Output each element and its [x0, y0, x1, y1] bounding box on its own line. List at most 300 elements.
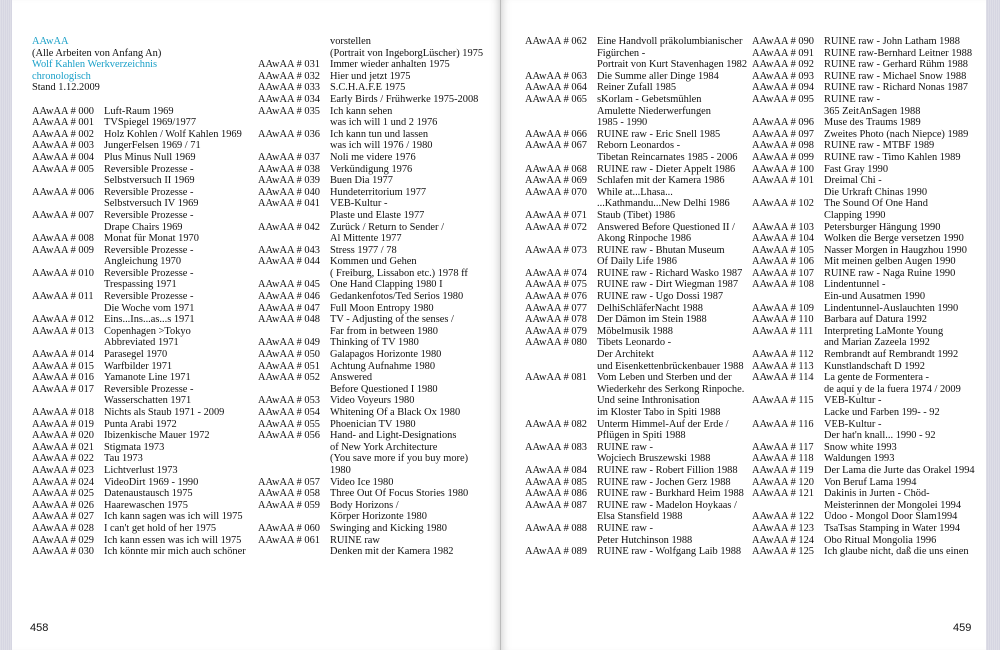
catalog-title: Wiederkehr des Serkong Rinpoche.: [597, 383, 745, 395]
catalog-title: Reversible Prozesse -: [104, 267, 194, 279]
catalog-title: TV - Adjusting of the senses /: [330, 314, 454, 326]
catalog-code: AAwAA # 066: [525, 128, 587, 140]
catalog-code: AAwAA # 106: [752, 256, 814, 268]
catalog-title: Denken mit der Kamera 1982: [330, 546, 454, 558]
catalog-title: Wasserschatten 1971: [104, 395, 192, 407]
catalog-entry: [525, 488, 761, 500]
catalog-code: AAwAA # 007: [32, 209, 94, 221]
catalog-title: RUINE raw - John Latham 1988: [824, 36, 960, 47]
catalog-code: AAwAA # 048: [258, 314, 320, 326]
catalog-entry: [32, 453, 268, 465]
catalog-title: Dakinis in Jurten - Chöd-: [824, 488, 930, 500]
catalog-entry-continuation: [525, 198, 761, 210]
catalog-code: AAwAA # 061: [258, 534, 320, 546]
catalog-entry: [258, 372, 494, 384]
catalog-entry-continuation: [32, 395, 268, 407]
catalog-code: AAwAA # 102: [752, 198, 814, 210]
catalog-title: Ich kann sagen was ich will 1975: [104, 511, 243, 523]
catalog-title: RUINE raw - Ugo Dossi 1987: [597, 291, 724, 303]
catalog-entry: [258, 349, 494, 361]
catalog-title: Portrait von Kurt Stavenhagen 1982: [597, 59, 748, 71]
catalog-entry-continuation: [752, 187, 988, 199]
catalog-entry: [258, 164, 494, 176]
catalog-entry: [525, 291, 761, 303]
catalog-code: AAwAA # 109: [752, 302, 814, 314]
catalog-title: Copenhagen >Tokyo: [104, 325, 191, 337]
catalog-entry: [525, 222, 761, 234]
catalog-title: Peter Hutchinson 1988: [597, 534, 693, 546]
catalog-entry: [752, 535, 988, 547]
catalog-entry: [752, 546, 988, 558]
catalog-code: AAwAA # 010: [32, 267, 94, 279]
catalog-title: Early Birds / Frühwerke 1975-2008: [330, 93, 479, 105]
catalog-title: RUINE raw -: [824, 93, 880, 105]
catalog-entry-continuation: [258, 465, 494, 477]
catalog-entry-continuation: [32, 303, 268, 315]
catalog-title: 1985 - 1990: [597, 117, 648, 129]
catalog-code: AAwAA # 105: [752, 244, 814, 256]
catalog-title: and Marian Zazeela 1992: [824, 337, 930, 349]
catalog-code: AAwAA # 055: [258, 418, 320, 430]
catalog-title: Plaste und Elaste 1977: [330, 209, 425, 221]
catalog-entry: [525, 164, 761, 176]
catalog-title: Reversible Prozesse -: [104, 209, 194, 221]
catalog-code: AAwAA # 038: [258, 163, 320, 175]
catalog-header-line: (Alle Arbeiten von Anfang An): [32, 47, 162, 59]
catalog-title: Answered: [330, 372, 373, 384]
catalog-entry: [32, 268, 268, 280]
catalog-code: AAwAA # 050: [258, 349, 320, 361]
catalog-entry-continuation: [752, 500, 988, 512]
catalog-entry: [258, 395, 494, 407]
catalog-entry-continuation: [525, 349, 761, 361]
catalog-code: AAwAA # 032: [258, 70, 320, 82]
catalog-entry-continuation: [525, 152, 761, 164]
catalog-entry: [258, 175, 494, 187]
catalog-title: Monat für Monat 1970: [104, 233, 199, 245]
catalog-title: Zurück / Return to Sender /: [330, 221, 444, 233]
catalog-code: AAwAA # 081: [525, 372, 587, 384]
catalog-code: AAwAA # 070: [525, 186, 587, 198]
catalog-entry: [32, 140, 268, 152]
catalog-title: Luft-Raum 1969: [104, 105, 174, 117]
catalog-code: AAwAA # 071: [525, 209, 587, 221]
catalog-entry-continuation: [32, 337, 268, 349]
catalog-entry: [525, 372, 761, 384]
catalog-code: AAwAA # 097: [752, 128, 814, 140]
catalog-entry-continuation: [525, 361, 761, 373]
catalog-code: AAwAA # 115: [752, 395, 814, 407]
catalog-code: AAwAA # 084: [525, 464, 587, 476]
catalog-code: AAwAA # 098: [752, 140, 814, 152]
catalog-code: AAwAA # 014: [32, 349, 94, 361]
catalog-entry-continuation: [752, 291, 988, 303]
catalog-code: AAwAA # 033: [258, 82, 320, 94]
catalog-entry: [752, 488, 988, 500]
catalog-entry-continuation: [258, 511, 494, 523]
catalog-title: DelhiSchläferNacht 1988: [597, 302, 703, 314]
catalog-entry: [525, 187, 761, 199]
catalog-code: AAwAA # 015: [32, 360, 94, 372]
catalog-title: Nasser Morgen in Haugzhou 1990: [824, 244, 967, 256]
catalog-code: AAwAA # 018: [32, 407, 94, 418]
catalog-title: de aquí y de la fuera 1974 / 2009: [824, 383, 961, 395]
catalog-code: AAwAA # 068: [525, 163, 587, 175]
catalog-entry: [32, 477, 268, 489]
catalog-entry: [752, 175, 988, 187]
catalog-entry-continuation: [258, 326, 494, 338]
catalog-entry: [752, 59, 988, 71]
catalog-title: Reversible Prozesse -: [104, 186, 194, 198]
catalog-code: AAwAA # 052: [258, 372, 320, 384]
catalog-title: Full Moon Entropy 1980: [330, 302, 434, 314]
catalog-entry: [32, 245, 268, 257]
catalog-code: AAwAA # 058: [258, 488, 320, 500]
catalog-title: Und seine Inthronisation: [597, 395, 700, 407]
catalog-title: Punta Arabi 1972: [104, 418, 177, 430]
catalog-title: Datenaustausch 1975: [104, 488, 193, 500]
catalog-entry: [258, 430, 494, 442]
catalog-code: AAwAA # 114: [752, 372, 814, 384]
catalog-title: Tau 1973: [104, 453, 143, 465]
catalog-title: Before Questioned I 1980: [330, 383, 438, 395]
catalog-title: RUINE raw - Richard Wasko 1987: [597, 267, 743, 279]
catalog-code: AAwAA # 059: [258, 499, 320, 511]
catalog-entry: [752, 152, 988, 164]
catalog-code: AAwAA # 027: [32, 511, 94, 523]
catalog-title: Meisterinnen der Mongolei 1994: [824, 499, 962, 511]
catalog-code: AAwAA # 030: [32, 546, 94, 558]
catalog-title: Der hat'n knall... 1990 - 92: [824, 430, 936, 442]
catalog-entry: [258, 337, 494, 349]
catalog-entry: [525, 175, 761, 187]
catalog-entry: [258, 314, 494, 326]
catalog-code: AAwAA # 116: [752, 418, 814, 430]
catalog-header-line: Wolf Kahlen Werkverzeichnis: [32, 59, 158, 71]
catalog-code: AAwAA # 028: [32, 522, 94, 534]
catalog-title: Reversible Prozesse -: [104, 291, 194, 303]
catalog-entry: [525, 500, 761, 512]
catalog-title: Tibetan Reincarnates 1985 - 2006: [597, 151, 738, 163]
catalog-entry-continuation: [752, 384, 988, 396]
catalog-title: Zweites Photo (nach Niepce) 1989: [824, 128, 969, 140]
catalog-title: was ich will 1 und 2 1976: [330, 117, 438, 129]
catalog-code: AAwAA # 019: [32, 418, 94, 430]
catalog-code: AAwAA # 104: [752, 233, 814, 245]
catalog-title: Pflügen in Spiti 1988: [597, 430, 686, 442]
catalog-code: AAwAA # 117: [752, 441, 814, 453]
catalog-title: Lindentunnel-Auslauchten 1990: [824, 302, 959, 314]
catalog-entry: [525, 465, 761, 477]
catalog-code: AAwAA # 003: [32, 140, 94, 152]
catalog-title: Körper Horizonte 1980: [330, 511, 427, 523]
catalog-entry: [525, 71, 761, 83]
catalog-entry: [525, 82, 761, 94]
catalog-entry: [258, 361, 494, 373]
catalog-entry: [752, 48, 988, 60]
catalog-title: Die Summe aller Dinge 1984: [597, 70, 719, 82]
catalog-code: AAwAA # 035: [258, 105, 320, 117]
catalog-title: Reversible Prozesse -: [104, 244, 194, 256]
catalog-code: AAwAA # 085: [525, 476, 587, 488]
catalog-code: AAwAA # 049: [258, 337, 320, 349]
catalog-code: AAwAA # 120: [752, 476, 814, 488]
catalog-code: AAwAA # 082: [525, 418, 587, 430]
catalog-title: Plus Minus Null 1969: [104, 151, 196, 163]
catalog-code: AAwAA # 022: [32, 453, 94, 465]
catalog-code: AAwAA # 119: [752, 464, 814, 476]
catalog-entry-continuation: [258, 268, 494, 280]
catalog-code: AAwAA # 025: [32, 488, 94, 500]
catalog-entry: [752, 256, 988, 268]
catalog-code: AAwAA # 103: [752, 221, 814, 233]
catalog-entry: [752, 245, 988, 257]
catalog-code: AAwAA # 094: [752, 82, 814, 94]
catalog-entry: [752, 222, 988, 234]
catalog-title: Der Architekt: [597, 349, 654, 361]
catalog-title: Waldungen 1993: [824, 453, 895, 465]
catalog-entry: [32, 361, 268, 373]
catalog-code: AAwAA # 096: [752, 117, 814, 129]
catalog-entry: [258, 94, 494, 106]
catalog-entry: [32, 372, 268, 384]
catalog-title: Ich kann sehen: [330, 105, 393, 117]
catalog-entry-continuation: [525, 511, 761, 523]
catalog-entry: [258, 129, 494, 141]
catalog-title: Üdoo - Mongol Door Slam1994: [824, 511, 958, 523]
catalog-column-3: [525, 36, 761, 558]
catalog-entry: [32, 384, 268, 396]
catalog-title: Wojciech Bruszewski 1988: [597, 453, 711, 465]
catalog-entry: [752, 233, 988, 245]
catalog-title: Dreimal Chi -: [824, 175, 882, 187]
catalog-entry: [525, 279, 761, 291]
catalog-title: VEB-Kultur -: [330, 198, 388, 210]
catalog-title: was ich will 1976 / 1980: [330, 140, 433, 152]
catalog-code: AAwAA # 051: [258, 360, 320, 372]
catalog-title: Hand- and Light-Designations: [330, 430, 457, 442]
catalog-title: Clapping 1990: [824, 209, 886, 221]
catalog-title: Akong Rinpoche 1986: [597, 233, 692, 245]
catalog-code: AAwAA # 076: [525, 291, 587, 303]
catalog-title: RUINE raw - Burkhard Heim 1988: [597, 488, 744, 500]
catalog-code: AAwAA # 013: [32, 325, 94, 337]
catalog-title: Staub (Tibet) 1986: [597, 209, 676, 221]
catalog-code: AAwAA # 034: [258, 93, 320, 105]
catalog-entry-continuation: [525, 233, 761, 245]
catalog-entry: [258, 245, 494, 257]
catalog-entry-continuation: [525, 48, 761, 60]
catalog-title: Lacke und Farben 199- - 92: [824, 407, 940, 418]
catalog-code: AAwAA # 075: [525, 279, 587, 291]
catalog-code: AAwAA # 054: [258, 407, 320, 418]
catalog-code: AAwAA # 001: [32, 117, 94, 129]
catalog-entry: [258, 500, 494, 512]
catalog-entry: [525, 303, 761, 315]
catalog-entry: [32, 314, 268, 326]
catalog-code: AAwAA # 121: [752, 488, 814, 500]
catalog-title: RUINE raw - Richard Nonas 1987: [824, 82, 968, 94]
catalog-entry-continuation: [258, 233, 494, 245]
catalog-title: RUINE raw: [330, 534, 380, 546]
catalog-code: AAwAA # 011: [32, 291, 94, 303]
catalog-entry-continuation: [32, 175, 268, 187]
catalog-entry: [258, 82, 494, 94]
catalog-code: AAwAA # 024: [32, 476, 94, 488]
catalog-code: AAwAA # 118: [752, 453, 814, 465]
catalog-entry: [525, 546, 761, 558]
catalog-code: AAwAA # 088: [525, 522, 587, 534]
catalog-title: Achtung Aufnahme 1980: [330, 360, 436, 372]
catalog-entry: [752, 442, 988, 454]
catalog-title: Von Beruf Lama 1994: [824, 476, 917, 488]
catalog-code: AAwAA # 005: [32, 163, 94, 175]
catalog-code: AAwAA # 060: [258, 522, 320, 534]
catalog-title: TsaTsas Stamping in Water 1994: [824, 522, 961, 534]
catalog-entry: [258, 198, 494, 210]
catalog-entry: [525, 442, 761, 454]
catalog-code: AAwAA # 077: [525, 302, 587, 314]
catalog-title: JungerFelsen 1969 / 71: [104, 140, 201, 152]
catalog-title: RUINE raw - Naga Ruine 1990: [824, 267, 956, 279]
catalog-header-line: Stand 1.12.2009: [32, 82, 100, 94]
catalog-title: RUINE raw - Gerhard Rühm 1988: [824, 59, 968, 71]
catalog-code: AAwAA # 012: [32, 314, 94, 326]
catalog-entry-continuation: [752, 407, 988, 419]
catalog-entry: [32, 488, 268, 500]
catalog-title: Immer wieder anhalten 1975: [330, 59, 450, 71]
catalog-entry-continuation: [525, 59, 761, 71]
catalog-title: Lichtverlust 1973: [104, 464, 178, 476]
catalog-code: AAwAA # 047: [258, 302, 320, 314]
catalog-title: Whitening Of a Black Ox 1980: [330, 407, 461, 418]
catalog-title: RUINE raw - Robert Fillion 1988: [597, 464, 738, 476]
catalog-entry-continuation: [32, 279, 268, 291]
catalog-title: Rembrandt auf Rembrandt 1992: [824, 349, 959, 361]
catalog-entry: [258, 106, 494, 118]
catalog-title: Far from in between 1980: [330, 325, 438, 337]
catalog-entry: [32, 152, 268, 164]
left-page: [12, 0, 501, 650]
book-edge-right: [986, 0, 1000, 650]
catalog-title: RUINE raw - Eric Snell 1985: [597, 128, 721, 140]
catalog-entry: [752, 303, 988, 315]
catalog-title: Al Mittente 1977: [330, 233, 402, 245]
catalog-entry: [525, 36, 761, 48]
catalog-title: Obo Ritual Mongolia 1996: [824, 534, 937, 546]
catalog-title: Fast Gray 1990: [824, 163, 889, 175]
catalog-entry: [32, 117, 268, 129]
catalog-entry-continuation: [525, 407, 761, 419]
catalog-entry: [32, 442, 268, 454]
catalog-code: AAwAA # 044: [258, 256, 320, 268]
catalog-code: AAwAA # 064: [525, 82, 587, 94]
catalog-entry: [258, 535, 494, 547]
catalog-entry: [258, 419, 494, 431]
catalog-entry: [752, 82, 988, 94]
catalog-title: Warfbilder 1971: [104, 360, 173, 372]
catalog-code: AAwAA # 065: [525, 93, 587, 105]
catalog-title: While at...Lhasa...: [597, 186, 673, 198]
catalog-code: AAwAA # 108: [752, 279, 814, 291]
catalog-title: The Sound Of One Hand: [824, 198, 928, 210]
catalog-entry: [258, 488, 494, 500]
catalog-entry: [752, 395, 988, 407]
catalog-code: AAwAA # 095: [752, 93, 814, 105]
catalog-entry: [525, 268, 761, 280]
catalog-code: AAwAA # 036: [258, 128, 320, 140]
catalog-title: Interpreting LaMonte Young: [824, 325, 944, 337]
catalog-entry: [32, 291, 268, 303]
catalog-title: Barbara auf Datura 1992: [824, 314, 927, 326]
catalog-title: RUINE raw - Madelon Hoykaas /: [597, 499, 737, 511]
catalog-entry-continuation: [258, 453, 494, 465]
catalog-code: AAwAA # 069: [525, 175, 587, 187]
catalog-entry: [32, 349, 268, 361]
catalog-code: AAwAA # 080: [525, 337, 587, 349]
catalog-title: Yamanote Line 1971: [104, 372, 191, 384]
catalog-title: ( Freiburg, Lissabon etc.) 1978 ff: [330, 267, 468, 279]
catalog-column-4: [752, 36, 988, 558]
catalog-entry-continuation: [752, 106, 988, 118]
catalog-entry: [32, 546, 268, 558]
catalog-entry: [32, 129, 268, 141]
catalog-entry-continuation: [32, 222, 268, 234]
catalog-entry-continuation: [258, 546, 494, 558]
catalog-title: Petersburger Hängung 1990: [824, 221, 941, 233]
catalog-entry: [258, 291, 494, 303]
catalog-code: AAwAA # 099: [752, 151, 814, 163]
catalog-entry: [525, 210, 761, 222]
catalog-title: Der Lama die Jurte das Orakel 1994: [824, 464, 975, 476]
catalog-code: AAwAA # 029: [32, 534, 94, 546]
catalog-code: AAwAA # 101: [752, 175, 814, 187]
catalog-code: AAwAA # 124: [752, 534, 814, 546]
catalog-title: Muse des Traums 1989: [824, 117, 921, 129]
catalog-entry: [32, 187, 268, 199]
catalog-code: AAwAA # 100: [752, 163, 814, 175]
catalog-title: Hundeterritorium 1977: [330, 186, 427, 198]
catalog-column-2: [258, 36, 494, 558]
catalog-code: AAwAA # 091: [752, 47, 814, 59]
catalog-code: AAwAA # 089: [525, 546, 587, 558]
catalog-code: AAwAA # 041: [258, 198, 320, 210]
catalog-title: La gente de Formentera -: [824, 372, 930, 384]
catalog-code: AAwAA # 078: [525, 314, 587, 326]
catalog-title: Vom Leben und Sterben und der: [597, 372, 732, 384]
catalog-code: AAwAA # 092: [752, 59, 814, 71]
catalog-code: AAwAA # 111: [752, 325, 814, 337]
catalog-entry: [752, 465, 988, 477]
catalog-entry: [752, 453, 988, 465]
catalog-title: Thinking of TV 1980: [330, 337, 419, 349]
catalog-title: Video Voyeurs 1980: [330, 395, 415, 407]
catalog-entry: [32, 164, 268, 176]
catalog-title: Parasegel 1970: [104, 349, 168, 361]
catalog-entry-continuation: [258, 140, 494, 152]
catalog-code: AAwAA # 107: [752, 267, 814, 279]
catalog-entry-continuation: [525, 430, 761, 442]
catalog-entry: [32, 106, 268, 118]
catalog-code: AAwAA # 093: [752, 70, 814, 82]
catalog-title: Ich könnte mir mich auch schöner: [104, 546, 246, 558]
catalog-code: AAwAA # 063: [525, 70, 587, 82]
catalog-code: AAwAA # 053: [258, 395, 320, 407]
catalog-code: AAwAA # 112: [752, 349, 814, 361]
catalog-code: AAwAA # 000: [32, 105, 94, 117]
catalog-title: Selbstversuch IV 1969: [104, 198, 199, 210]
catalog-entry: [32, 523, 268, 535]
